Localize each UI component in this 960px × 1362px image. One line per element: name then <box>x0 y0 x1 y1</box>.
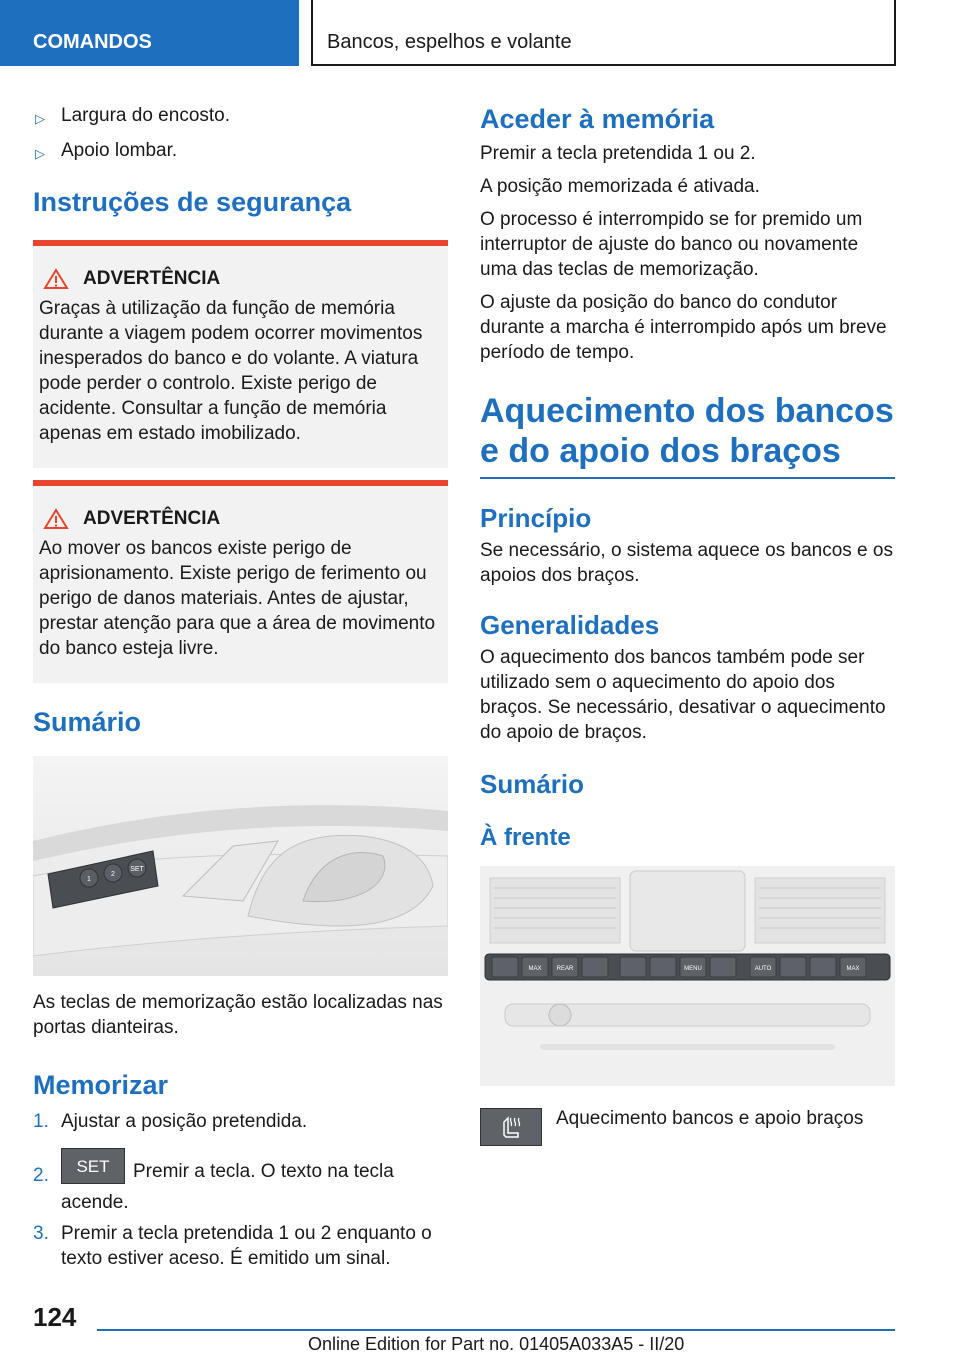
console-label: AUTO <box>754 966 772 972</box>
paragraph: Se necessário, o sistema aquece os bancos e os apoios dos braços. <box>480 540 893 586</box>
principle-heading: Princípio <box>480 503 592 533</box>
list-item <box>33 1148 448 1213</box>
warning-box <box>33 240 448 468</box>
step-text: Premir a tecla. O texto na tecla acende. <box>61 1161 394 1213</box>
bullet-text: Apoio lombar. <box>61 140 178 161</box>
step-number: 1. <box>33 1111 49 1132</box>
paragraph: Premir a tecla pretendida 1 ou 2. <box>480 143 756 164</box>
image-caption: As teclas de memorização estão localizadas nas portas dianteiras. <box>33 992 443 1038</box>
general-heading: Generalidades <box>480 610 660 640</box>
icon-legend <box>480 1108 895 1146</box>
paragraph: O ajuste da posição do banco do condutor durante a marcha é interrompido após um breve período de tempo. <box>480 292 887 363</box>
warning-triangle-icon <box>43 268 69 290</box>
edition-text: Online Edition for Part no. 01405A033A5 - II/20 <box>308 1334 685 1354</box>
door-button-label: SET <box>130 866 144 873</box>
paragraph: O processo é interrompido se for premido um interruptor de ajuste do banco ou novamente uma das teclas de memorização. <box>480 209 863 280</box>
chapter-title: Bancos, espelhos e volante <box>311 0 896 66</box>
list-item <box>33 1221 448 1271</box>
console-label: MAX <box>528 966 542 972</box>
seat-heating-icon <box>480 1108 542 1146</box>
page-number: 124 <box>33 1302 77 1332</box>
warning-box <box>33 480 448 683</box>
section-tab: COMANDOS <box>0 0 299 66</box>
warning-text: Graças à utilização da função de memória durante a viagem podem ocorrer movimentos inesperados do banco e do volante. A viatura pode perder o controlo. Existe perigo de acidente. Consultar a função de memória apenas em estado imobilizado. <box>39 298 423 444</box>
right-column <box>480 100 895 1146</box>
step-text: Premir a tecla pretendida 1 ou 2 enquanto o texto estiver aceso. É emitido um sinal. <box>61 1223 432 1269</box>
step-number: 2. <box>33 1165 49 1186</box>
paragraph: A posição memorizada é ativada. <box>480 176 760 197</box>
bullet-item <box>33 103 448 128</box>
triangle-bullet-icon: ▷ <box>35 146 45 161</box>
center-console-image <box>480 866 895 1086</box>
heating-heading: Aquecimento dos bancos e do apoio dos braços <box>480 392 894 470</box>
door-button-label: 2 <box>111 871 115 878</box>
door-memory-buttons-image <box>33 756 448 976</box>
warning-text: Ao mover os bancos existe perigo de aprisionamento. Existe perigo de ferimento ou perigo de danos materiais. Antes de ajustar, prestar atenção para que a área de movimento do banco esteja livre. <box>39 538 436 659</box>
front-heading: À frente <box>480 824 571 851</box>
warning-title: ADVERTÊNCIA <box>39 508 440 530</box>
door-button-label: 1 <box>87 876 91 883</box>
step-text: Ajustar a posição pretendida. <box>61 1111 308 1132</box>
steps-list <box>33 1109 448 1271</box>
summary-heading: Sumário <box>480 769 585 799</box>
bullet-text: Largura do encosto. <box>61 105 231 126</box>
warning-title: ADVERTÊNCIA <box>39 268 440 290</box>
access-memory-heading: Aceder à memória <box>480 104 715 134</box>
list-item <box>33 1109 448 1134</box>
bullet-item <box>33 138 448 163</box>
step-number: 3. <box>33 1223 49 1244</box>
paragraph: O aquecimento dos bancos também pode ser utilizado sem o aquecimento do apoio dos braços. Se necessário, desativar o aquecimento do apoio de braços. <box>480 647 886 743</box>
triangle-bullet-icon: ▷ <box>35 111 45 126</box>
icon-caption: Aquecimento bancos e apoio braços <box>556 1108 864 1129</box>
console-label: MAX <box>846 966 860 972</box>
warning-triangle-icon <box>43 508 69 530</box>
console-label: REAR <box>556 966 574 972</box>
memorize-heading: Memorizar <box>33 1070 169 1100</box>
left-column <box>33 100 448 1279</box>
safety-heading: Instruções de segurança <box>33 187 352 217</box>
set-button-icon: SET <box>61 1148 125 1184</box>
console-label: MENU <box>684 966 702 972</box>
footer-rule <box>97 1329 895 1331</box>
summary-heading: Sumário <box>33 707 142 737</box>
heading-underline <box>480 477 895 479</box>
